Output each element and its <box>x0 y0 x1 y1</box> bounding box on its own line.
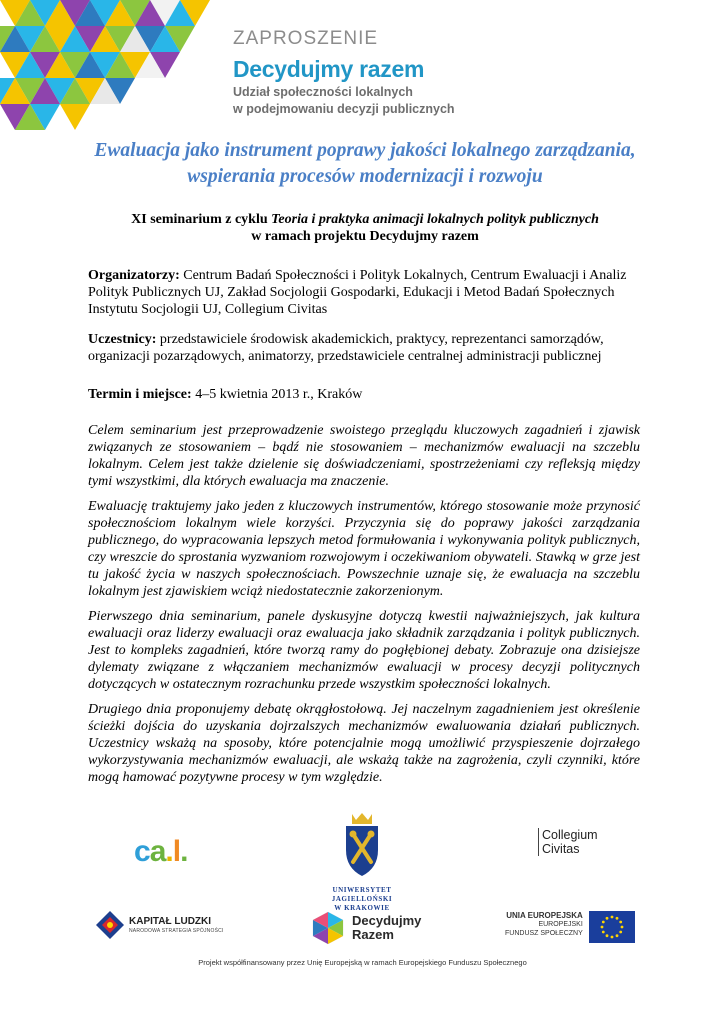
term-label: Termin i miejsce: <box>88 387 192 402</box>
eu-line2: EUROPEJSKI <box>538 921 583 928</box>
title-line2: wspierania procesów modernizacji i rozwoju <box>187 166 543 187</box>
uj-line1: UNIWERSYTET <box>332 886 392 894</box>
seminar-line2: w ramach projektu Decydujmy razem <box>251 229 479 244</box>
kapital-ludzki-emblem-icon <box>95 910 125 940</box>
term-paragraph <box>88 386 643 403</box>
participants-text: przedstawiciele środowisk akademickich, praktycy, reprezentanci samorządów, organizacji pozarządowych, animatorzy, przedstawiciele centralnej administracji publicznej <box>88 332 604 364</box>
eu-logo <box>505 911 635 943</box>
kl-name: KAPITAŁ LUDZKI <box>129 916 212 927</box>
eu-line1: UNIA EUROPEJSKA <box>506 911 583 920</box>
cal-logo-l: l <box>172 835 181 868</box>
decydujmy-hex-icon <box>310 911 346 945</box>
header-block <box>233 28 553 117</box>
cal-logo-dot1: . <box>165 835 173 868</box>
participants-paragraph <box>88 331 643 365</box>
cc-line2: Civitas <box>542 842 580 856</box>
organizers-paragraph <box>88 267 643 318</box>
invitation-label: ZAPROSZENIE <box>233 28 379 49</box>
brand-subtitle-line2: w podejmowaniu decyzji publicznych <box>233 102 455 116</box>
eu-flag-icon <box>589 911 635 943</box>
description-body <box>88 422 640 794</box>
seminar-cycle: Teoria i praktyka animacji lokalnych polityk publicznych <box>271 212 599 227</box>
uj-line2: JAGIELLOŃSKI <box>331 895 393 903</box>
kl-sub: NARODOWA STRATEGIA SPÓJNOŚCI <box>129 928 224 934</box>
uj-line3: W KRAKOWIE <box>334 904 390 912</box>
collegium-civitas-logo <box>538 828 598 856</box>
jagiellonian-university-logo <box>322 810 402 913</box>
description-paragraph-3: Pierwszego dnia seminarium, panele dyskusyjne dotyczą kwestii najważniejszych, jak kultura ewaluacji oraz liderzy ewaluacji oraz ewaluacja jako składnik zarządzania i polityk publicznych. Jest to kompleks zagadnień, które tworzą ramy do pogłębionej debaty. Zobrazuje ona dzisiejsze dylematy związane z włączaniem mechanizmów ewaluacji w procesy decyzji politycznych dotyczących w ostatecznym rozrachunku przede wszystkim społeczności lokalnych. <box>88 609 640 692</box>
participants-label: Uczestnicy: <box>88 332 157 347</box>
dr-line2: Razem <box>352 927 394 942</box>
document-title <box>60 138 670 190</box>
brand-subtitle-line1: Udział społeczności lokalnych <box>233 85 413 99</box>
footer-note: Projekt współfinansowany przez Unię Europejską w ramach Europejskiego Funduszu Społecznego <box>198 958 527 967</box>
title-line1: Ewaluacja jako instrument poprawy jakości lokalnego zarządzania, <box>94 140 636 161</box>
organizers-text: Centrum Badań Społeczności i Polityk Lokalnych, Centrum Ewaluacji i Analiz Polityk Publicznych UJ, Zakład Socjologii Gospodarki, Edukacji i Metod Badań Społecznych Instytutu Socjologii UJ, Collegium Civitas <box>88 268 627 317</box>
cal-logo-c: c <box>134 835 150 868</box>
university-crest-icon <box>338 810 386 878</box>
brand-title: Decydujmy razem <box>233 56 425 82</box>
organizers-label: Organizatorzy: <box>88 268 180 283</box>
term-text: 4–5 kwietnia 2013 r., Kraków <box>191 387 363 402</box>
hexagon-mosaic-icon <box>0 0 230 135</box>
cal-logo-dot2: . <box>180 835 188 868</box>
cc-line1: Collegium <box>542 828 598 842</box>
dr-line1: Decydujmy <box>352 913 422 928</box>
description-paragraph-1: Celem seminarium jest przeprowadzenie swoistego przeglądu kluczowych zagadnień i zjawisk związanych ze stosowaniem – bądź nie stosowaniem – mechanizmów ewaluacji na szczeblu lokalnym. Celem jest także dzielenie się doświadczeniami, spostrzeżeniami czy refleksją między tymi wszystkimi, dla których ewaluacja ma znaczenie. <box>88 423 640 489</box>
seminar-prefix: XI seminarium z cyklu <box>131 212 272 227</box>
cal-logo-a: a <box>149 835 166 868</box>
description-paragraph-4: Drugiego dnia proponujemy debatę okrągłostołową. Jej naczelnym zagadnieniem jest określenie ścieżki dojścia do uzyskania dojrzalszych mechanizmów ewaluowania działań publicznych. Uczestnicy wskażą na sposoby, które potencjalnie mogą umożliwić przyspieszenie dojrzałego wykorzystywania mechanizmów ewaluacji, ale wskażą także na zagrożenia, czyli czynniki, które mogą hamować pozytywne procesy w tym względzie. <box>88 702 640 785</box>
seminar-heading <box>60 211 670 245</box>
kapital-ludzki-logo <box>95 910 224 940</box>
eu-line3: FUNDUSZ SPOŁECZNY <box>505 930 583 937</box>
decydujmy-razem-logo <box>310 911 421 945</box>
description-paragraph-2: Ewaluację traktujemy jako jeden z kluczowych instrumentów, którego stosowanie może przynosić społecznościom lokalnym wiele korzyści. Przyczynia się do poprawy jakości zarządzania publicznego, do wypracowania lepszych metod formułowania i wykonywania polityk publicznych, czy wreszcie do sprostania wyzwaniom rozwojowym i oczekiwaniom obywateli. Stawką w grze jest tu jakość życia w naszych społecznościach. Powszechnie uznaje się, że ewaluacja na szczeblu lokalnym jest zjawiskiem wciąż niedostatecznie zakorzenionym. <box>88 499 640 599</box>
cal-logo <box>134 835 187 869</box>
